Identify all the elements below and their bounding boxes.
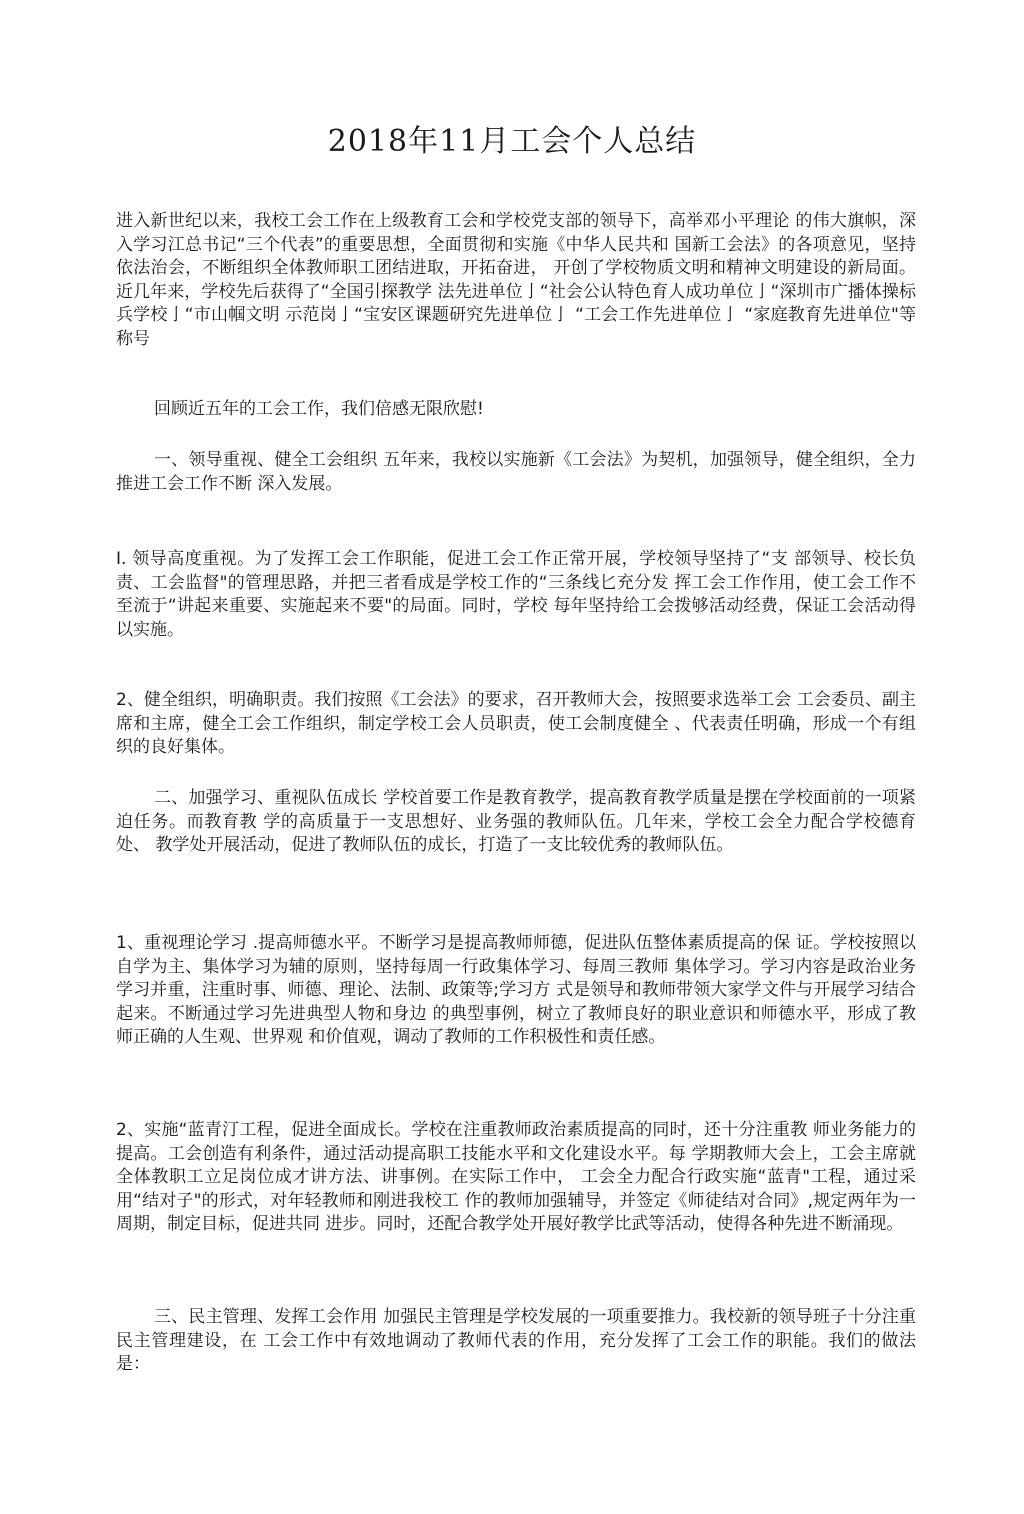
paragraph-item-2-2: 2、实施“蓝青汀工程，促进全面成长。学校在注重教师政治素质提高的同时，还十分注重教 师业务能力的提高。工会创造有利条件，通过活动提高职工技能水平和文化建设水平。每 学期教师大会上，工会主席就全体教职工立足岗位成才讲方法、讲事例。在实际工作中， 工会全力配合行政实施“蓝青"工程，通过采用“结对子"的形式，对年轻教师和刚进我校工 作的教师加强辅导，并签定《师徒结对合同》,规定两年为一周期，制定目标，促进共同 进步。同时，还配合教学处开展好教学比武等活动，使得各种先进不断涌现。 [116, 1120, 916, 1235]
paragraph-section-3: 三、民主管理、发挥工会作用 加强民主管理是学校发展的一项重要推力。我校新的领导班子十分注重民主管理建设，在 工会工作中有效地调动了教师代表的作用，充分发挥了工会工作的职能。我们的做法是： [116, 1307, 916, 1375]
paragraph-review: 回顾近五年的工会工作，我们倍感无限欣慰! [154, 399, 484, 419]
paragraph-item-1-2: 2、健全组织，明确职责。我们按照《工会法》的要求，召开教师大会，按照要求选举工会 工会委员、副主席和主席，健全工会工作组织，制定学校工会人员职责，使工会制度健全 、代表责任明确，形成一个有组织的良好集体。 [116, 690, 916, 758]
paragraph-section-1: 一、领导重视、健全工会组织 五年来，我校以实施新《工会法》为契机，加强领导，健全组织，全力推进工会工作不断 深入发展。 [116, 450, 916, 494]
paragraph-item-2-1: 1、重视理论学习 .提高师德水平。不断学习是提高教师师德，促进队伍整体素质提高的保 证。学校按照以自学为主、集体学习为辅的原则，坚持每周一行政集体学习、每周三教师 集体学习。学习内容是政治业务学习并重，注重时事、师德、理论、法制、政策等;学习方 式是领导和教师带领大家学文件与开展学习结合起来。不断通过学习先进典型人物和身边 的典型事例，树立了教师良好的职业意识和师德水平，形成了教师正确的人生观、世界观 和价值观，调动了教师的工作积极性和责任感。 [116, 933, 916, 1048]
document-title: 2018年11月工会个人总结 [327, 124, 697, 159]
paragraph-item-1-1: I. 领导高度重视。为了发挥工会工作职能，促进工会工作正常开展，学校领导坚持了“支 部领导、校长负责、工会监督"的管理思路，并把三者看成是学校工作的“三条线匕充分发 挥工会工作作用，使工会工作不至流于“讲起来重要、实施起来不要"的局面。同时，学校 每年坚持给工会拨够活动经费，保证工会活动得以实施。 [116, 549, 916, 640]
paragraph-section-2: 二、加强学习、重视队伍成长 学校首要工作是教育教学，提高教育教学质量是摆在学校面前的一项紧迫任务。而教育教 学的高质量于一支思想好、业务强的教师队伍。几年来，学校工会全力配合学校德育处、 教学处开展活动，促进了教师队伍的成长，打造了一支比较优秀的教师队伍。 [116, 788, 916, 856]
paragraph-intro: 进入新世纪以来，我校工会工作在上级教育工会和学校党支部的领导下，高举邓小平理论 的伟大旗帜，深入学习江总书记“三个代表”的重要思想，全面贯彻和实施《中华人民共和 国新工会法》的各项意见，坚持依法治会，不断组织全体教师职工团结进取，开拓奋进， 开创了学校物质文明和精神文明建设的新局面。近几年来，学校先后获得了“全国引探教学 法先进单位亅“社会公认特色育人成功单位亅“深圳市广播体操标兵学校亅“市山帼文明 示范岗亅“宝安区课题研究先进单位亅 “工会工作先进单位亅 “家庭教育先进单位"等称号 [116, 211, 916, 349]
